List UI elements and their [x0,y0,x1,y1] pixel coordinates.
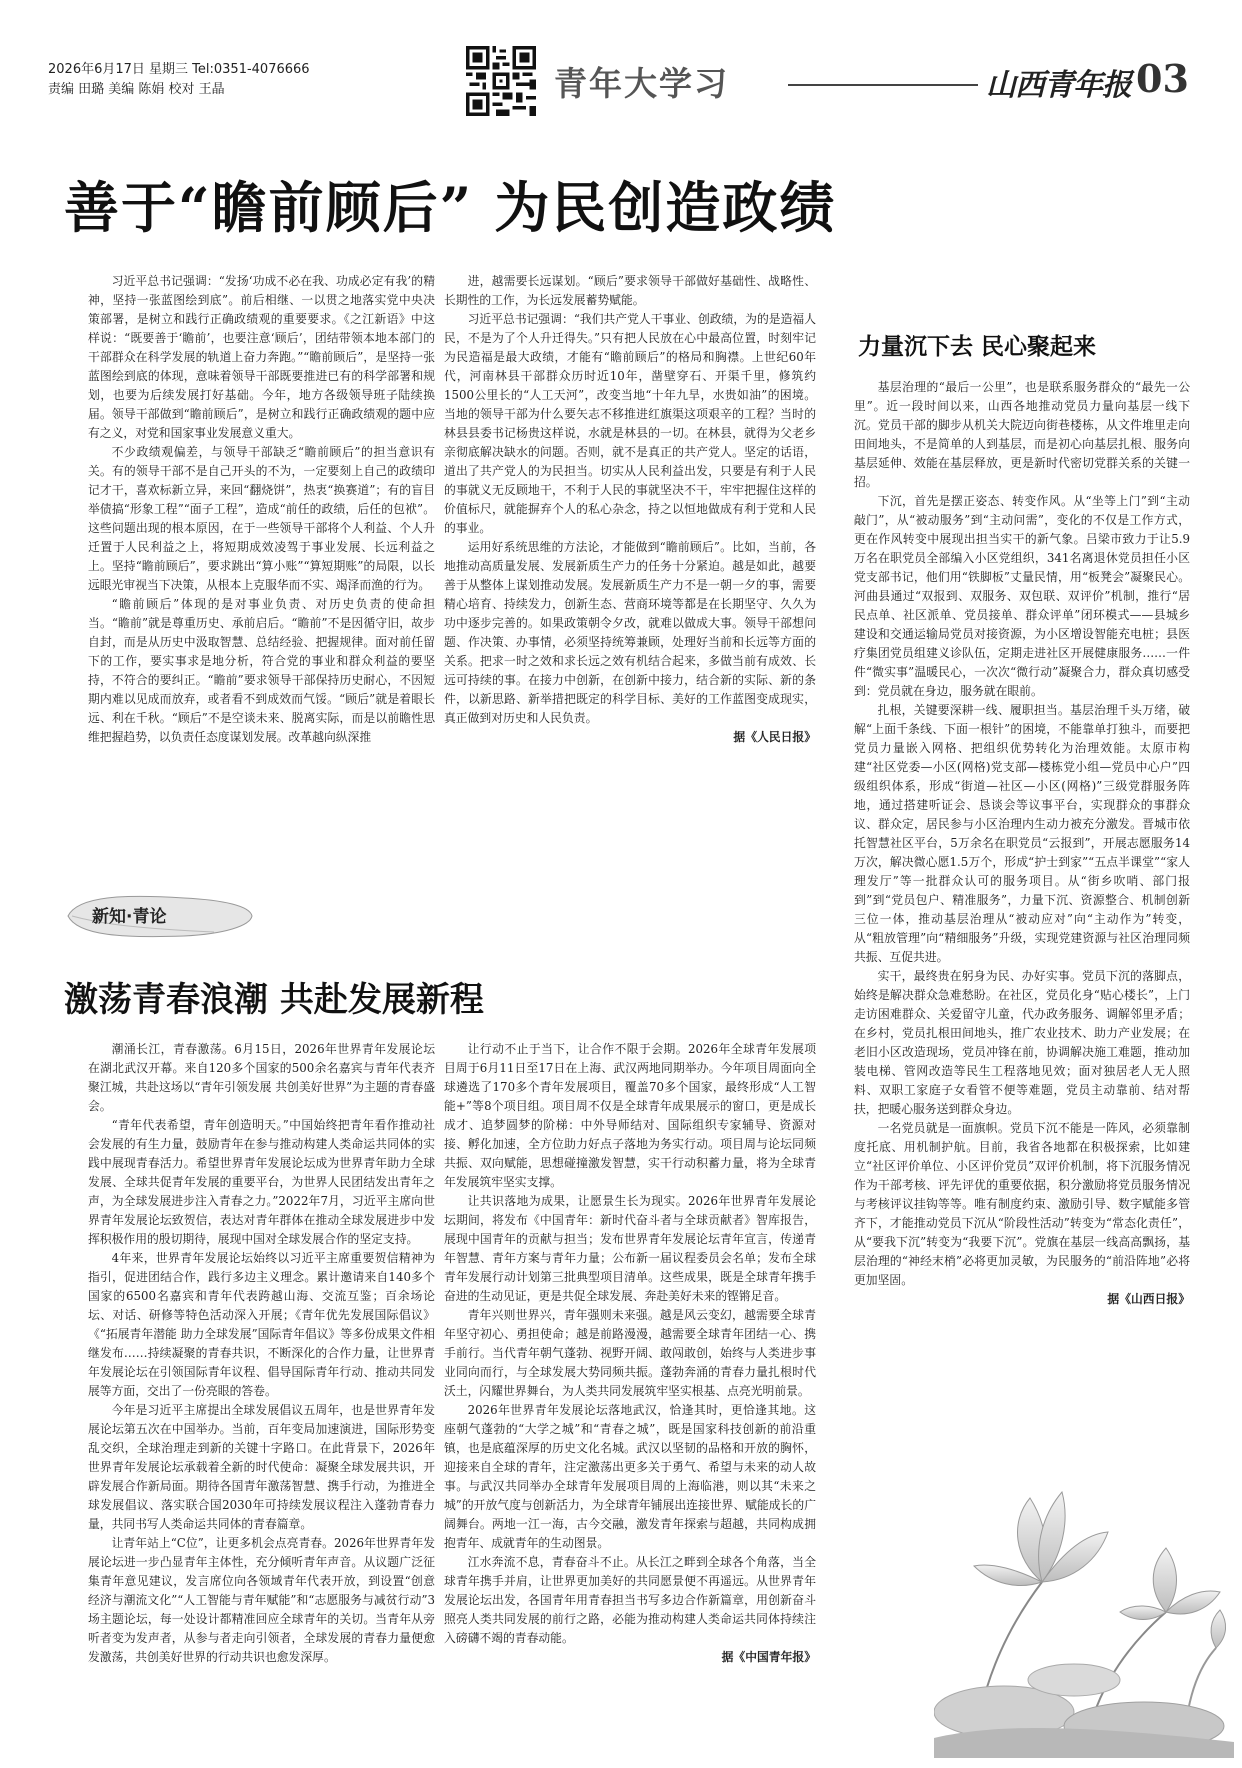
article2-column-2 [444,1040,816,1756]
paragraph: “青年代表希望，青年创造明天。”中国始终把青年看作推动社会发展的有生力量，鼓励青年在参与推动构建人类命运共同体的实践中展现青春活力。希望世界青年发展论坛成为世界青年助力全球发展、全球共促青年发展的重要平台，为世界人民团结发出青年之声，为全球发展进步注入青春之力。”2022年7月，习近平主席向世界青年发展论坛致贺信，表达对青年群体在推动全球发展进步中发挥积极作用的殷切期待，展现中国对全球发展合作的坚定支持。 [88,1118,435,1246]
article1-headline: 善于“瞻前顾后” 为民创造政绩 [64,175,837,240]
qr-code-icon[interactable] [466,46,536,116]
newspaper-logo: 山西青年报 [986,68,1131,103]
article2-column-1 [88,1040,435,1756]
paragraph: 4年来，世界青年发展论坛始终以习近平主席重要贺信精神为指引，促进团结合作，践行多边主义理念。累计邀请来自140多个国家的6500名嘉宾和青年代表跨越山海、交流互鉴；百余场论坛、对话、研修等特色活动深入开展；《青年优先发展国际倡议》《“拓展青年潜能 助力全球发展”国际青年倡议》等多份成果文件相继发布……持续凝聚的青春共识，不断深化的合作力量，让世界青年发展论坛在引领国际青年议程、倡导国际青年行动、推动共同发展等方面，交出了一份亮眼的答卷。 [88,1251,435,1398]
header-rule [788,84,978,86]
paragraph: 实干，最终贵在躬身为民、办好实事。党员下沉的落脚点，始终是解决群众急难愁盼。在社区，党员化身“贴心楼长”，上门走访困难群众、关爱留守儿童，代办政务服务、调解邻里矛盾；在乡村，党员扎根田间地头，推广农业技术、助力产业发展；在老旧小区改造现场，党员冲锋在前，协调解决施工难题，推动加装电梯、管网改造等民生工程落地见效；面对独居老人无人照料、双职工家庭子女看管不便等难题，党员主动靠前、结对帮扶，把暖心服务送到群众身边。 [854,969,1190,1116]
paragraph: 习近平总书记强调：“我们共产党人干事业、创政绩，为的是造福人民，不是为了个人升迁得失。”只有把人民放在心中最高位置，时刻牢记为民造福是最大政绩，才能有“瞻前顾后”的格局和胸襟。上世纪60年代，河南林县干部群众历时近10年，凿壁穿石、开渠千里，修筑约1500公里长的“人工天河”，改变当地“十年九旱，水贵如油”的困境。当地的领导干部为什么要矢志不移推进红旗渠这项艰辛的工程？当时的林县县委书记杨贵这样说，水就是林县的一切。在林县，就得为父老乡亲彻底解决缺水的问题。否则，就不是真正的共产党人。坚定的话语，道出了共产党人的为民担当。切实从人民利益出发，只要是有利于人民的事就义无反顾地干，不利于人民的事就坚决不干，牢牢把握住这样的价值标尺，就能摒弃个人的私心杂念，持之以恒地做成有利于党和人民的事业。 [444,312,816,535]
paragraph: 不少政绩观偏差，与领导干部缺乏“瞻前顾后”的担当意识有关。有的领导干部不是自己开头的不为，一定要刻上自己的政绩印记才干，喜欢标新立异，来回“翻烧饼”，热衷“换赛道”；有的盲目举债搞“形象工程”“面子工程”，造成“前任的政绩，后任的包袱”。这些问题出现的根本原因，在于一些领导干部将个人利益、个人升迁置于人民利益之上，将短期成效凌驾于事业发展、长远利益之上。坚持“瞻前顾后”，要求跳出“算小账”“算短期账”的局限，以长远眼光审视当下决策，从根本上克服华而不实、竭泽而渔的行为。 [88,445,435,592]
article1-source: 据《人民日报》 [733,730,816,744]
article1-column-2 [444,272,816,838]
article2-source: 据《中国青年报》 [721,1650,816,1664]
sidebar-headline: 力量沉下去 民心聚起来 [858,334,1097,360]
paragraph: “瞻前顾后”体现的是对事业负责、对历史负责的使命担当。“瞻前”就是尊重历史、承前启后。“瞻前”不是因循守旧，故步自封，而是从历史中汲取智慧、总结经验、把握规律。面对前任留下的工作，要实事求是地分析，符合党的事业和群众利益的要坚持，不符合的要纠正。“瞻前”要求领导干部保持历史耐心，不因短期内难以见成而放弃，或者看不到成效而气馁。“顾后”就是着眼长远、利在千秋。“顾后”不是空谈未来、脱离实际，而是以前瞻性思维把握趋势，以负责任态度谋划发展。改革越向纵深推 [88,597,435,744]
paragraph: 今年是习近平主席提出全球发展倡议五周年，也是世界青年发展论坛第五次在中国举办。当前，百年变局加速演进，国际形势变乱交织，全球治理走到新的关键十字路口。在此背景下，2026年世界青年发展论坛承载着全新的时代使命：凝聚全球发展共识，开辟发展合作新局面。期待各国青年激荡智慧、携手行动，为推进全球发展倡议、落实联合国2030年可持续发展议程注入蓬勃青春力量，共同书写人类命运共同体的青春篇章。 [88,1403,435,1531]
paragraph: 一名党员就是一面旗帜。党员下沉不能是一阵风，必须靠制度托底、用机制护航。目前，我省各地都在积极探索，比如建立“社区评价单位、小区评价党员”双评价机制，将下沉服务情况作为干部考核、评先评优的重要依据，积分激励将党员服务情况与考核评议挂钩等等。唯有制度约束、激励引导、数字赋能多管齐下，才能推动党员下沉从“阶段性活动”转变为“常态化责任”，从“要我下沉”转变为“我要下沉”。党旗在基层一线高高飘扬，基层治理的“神经末梢”必将更加灵敏，为民服务的“前沿阵地”必将更加坚固。 [854,1121,1190,1287]
lotus-illustration [934,1462,1234,1758]
article1-column-1 [88,272,435,816]
masthead-info [48,60,310,100]
editors-line: 责编 田璐 美编 陈娟 校对 王晶 [48,82,225,97]
paragraph: 2026年世界青年发展论坛落地武汉，恰逢其时，更恰逢其地。这座朝气蓬勃的“大学之城”和“青春之城”，既是国家科技创新的前沿重镇，也是底蕴深厚的历史文化名城。武汉以坚韧的品格和开放的胸怀，迎接来自全球的青年，注定激荡出更多关于勇气、希望与未来的动人故事。与武汉共同举办全球青年发展项目周的上海临港，则以其“未来之城”的开放气度与创新活力，为全球青年铺展出连接世界、赋能成长的广阔舞台。两地一江一海，古今交融，激发青年探索与超越，共同构成拥抱青年、成就青年的生动图景。 [444,1403,816,1550]
paragraph: 扎根，关键要深耕一线、履职担当。基层治理千头万绪，破解“上面千条线、下面一根针”的困境，不能靠单打独斗，而要把党员力量嵌入网格、把组织优势转化为治理效能。太原市构建“社区党委—小区(网格)党支部—楼栋党小组—党员中心户”四级组织体系，形成“街道—社区—小区(网格)”三级党群服务阵地，通过搭建听证会、恳谈会等议事平台，实现群众的事群众议、群众定，居民参与小区治理内生动力被充分激发。晋城市依托智慧社区平台，5万余名在职党员“云报到”，开展志愿服务14万次，解决微心愿1.5万个，形成“护士到家”“五点半课堂”“家人理发厅”等一批群众认可的服务项目。从“街乡吹哨、部门报到”到“党员包户、精准服务”，力量下沉、资源整合、机制创新三位一体，推动基层治理从“被动应对”向“主动作为”转变，从“粗放管理”向“精细服务”升级，实现党建资源与社区治理同频共振、互促共进。 [854,703,1190,964]
section-title: 青年大学习 [554,64,729,103]
paragraph: 让青年站上“C位”，让更多机会点亮青春。2026年世界青年发展论坛进一步凸显青年主体性，充分倾听青年声音。从议题广泛征集青年意见建议，发言席位向各领域青年代表开放，到设置“创意经济与潮流文化”“人工智能与青年赋能”和“志愿服务与减贫行动”3场主题论坛，每一处设计都精准回应全球青年的关切。当青年从旁听者变为发声者，从参与者走向引领者，全球发展的青春力量便愈发激荡，共创美好世界的行动共识也愈发深厚。 [88,1536,435,1664]
date-line: 2026年6月17日 星期三 Tel:0351-4076666 [48,62,310,77]
article2-headline: 激荡青春浪潮 共赴发展新程 [64,980,484,1020]
paragraph: 基层治理的“最后一公里”，也是联系服务群众的“最先一公里”。近一段时间以来，山西各地推动党员力量向基层一线下沉。党员干部的脚步从机关大院迈向街巷楼栋，从文件堆里走向田间地头，不是简单的人到基层，而是初心向基层扎根、服务向基层延伸、效能在基层释放，更是新时代密切党群关系的关键一招。 [854,380,1190,489]
paragraph: 青年兴则世界兴，青年强则未来强。越是风云变幻，越需要全球青年坚守初心、勇担使命；越是前路漫漫，越需要全球青年团结一心、携手前行。当代青年朝气蓬勃、视野开阔、敢闯敢创，始终与人类进步事业同向而行，与全球发展大势同频共振。蓬勃奔涌的青春力量扎根时代沃土，闪耀世界舞台，为人类共同发展筑牢坚实根基、点亮光明前景。 [444,1308,816,1398]
paragraph: 让行动不止于当下，让合作不限于会期。2026年全球青年发展项目周于6月11日至17日在上海、武汉两地同期举办。今年项目周面向全球遴选了170多个青年发展项目，覆盖70多个国家，最终形成“人工智能+”等8个项目组。项目周不仅是全球青年成果展示的窗口，更是成长成才、追梦圆梦的阶梯：中外导师结对、国际组织专家辅导、资源对接、孵化加速，全方位助力好点子落地为务实行动。项目周与论坛同频共振、双向赋能，思想碰撞激发智慧，实干行动积蓄力量，将为全球青年发展筑牢坚实支撑。 [444,1042,816,1189]
column-tag: 新知·青论 [92,907,167,927]
sidebar-source: 据《山西日报》 [1107,1292,1190,1306]
paragraph: 进，越需要长远谋划。“顾后”要求领导干部做好基础性、战略性、长期性的工作，为长远发展蓄势赋能。 [444,274,816,307]
paragraph: 下沉，首先是摆正姿态、转变作风。从“坐等上门”到“主动敲门”，从“被动服务”到“主动问需”，变化的不仅是工作方式，更在作风转变中展现出担当实干的新气象。吕梁市致力于让5.9万名在职党员全部编入小区党组织，341名离退休党员担任小区党支部书记，他们用“铁脚板”丈量民情，用“板凳会”凝聚民心。河曲县通过“双报到、双服务、双包联、双评价”机制，推行“居民点单、社区派单、党员接单、群众评单”闭环模式——县城乡建设和交通运输局党员对接资源，为小区增设智能充电桩；县医疗集团党员组建义诊队伍，定期走进社区开展健康服务……一件件“微实事”温暖民心，一次次“微行动”凝聚合力，群众真切感受到：党员就在身边，服务就在眼前。 [854,494,1190,698]
paragraph: 运用好系统思维的方法论，才能做到“瞻前顾后”。比如，当前，各地推动高质量发展、发展新质生产力的任务十分紧迫。越是如此，越要善于从整体上谋划推动发展。发展新质生产力不是一朝一夕的事，需要精心培育、持续发力，创新生态、营商环境等都是在长期坚守、久久为功中逐步完善的。如果政策朝令夕改，就难以做成大事。领导干部想问题、作决策、办事情，必须坚持统筹兼顾，处理好当前和长远等方面的关系。把求一时之效和求长远之效有机结合起来，多做当前有成效、长远可持续的事。在接力中创新，在创新中接力，结合新的实际、新的条件，以新思路、新举措把既定的科学目标、美好的工作蓝图变成现实，真正做到对历史和人民负责。 [444,540,816,725]
sidebar-article [854,378,1190,1458]
paragraph: 习近平总书记强调：“发扬‘功成不必在我、功成必定有我’的精神，坚持一张蓝图绘到底”。前后相继、一以贯之地落实党中央决策部署，是树立和践行正确政绩观的重要要求。《之江新语》中这样说：“既要善于‘瞻前’，也要注意‘顾后’，团结带领本地本部门的干部群众在科学发展的轨道上奋力奔跑。”“瞻前顾后”，是坚持一张蓝图绘到底的体现，意味着领导干部既要推进已有的科学部署和规划，也要为后续发展打好基础。今年，地方各级领导班子陆续换届。领导干部做到“瞻前顾后”，是树立和践行正确政绩观的题中应有之义，对党和国家事业发展意义重大。 [88,274,435,440]
paragraph: 江水奔流不息，青春奋斗不止。从长江之畔到全球各个角落，当全球青年携手并肩，让世界更加美好的共同愿景便不再遥远。从世界青年发展论坛出发，各国青年用青春担当书写多边合作新篇章，用创新奋斗照亮人类共同发展的前行之路，必能为推动构建人类命运共同体持续注入磅礴不竭的青春动能。 [444,1555,816,1645]
paragraph: 潮涌长江，青春激荡。6月15日，2026年世界青年发展论坛在湖北武汉开幕。来自120多个国家的500余名嘉宾与青年代表齐聚江城，共赴这场以“青年引领发展 共创美好世界”为主题的青春盛会。 [88,1042,435,1113]
page-number: 03 [1136,56,1189,101]
paragraph: 让共识落地为成果，让愿景生长为现实。2026年世界青年发展论坛期间，将发布《中国青年：新时代奋斗者与全球贡献者》智库报告，展现中国青年的贡献与担当；发布世界青年发展论坛青年宣言，传递青年智慧、青年方案与青年力量；公布新一届议程委员会名单；发布全球青年发展行动计划第三批典型项目清单。这些成果，既是全球青年携手奋进的生动见证，更是共促全球发展、奔赴美好未来的铿锵足音。 [444,1194,816,1303]
